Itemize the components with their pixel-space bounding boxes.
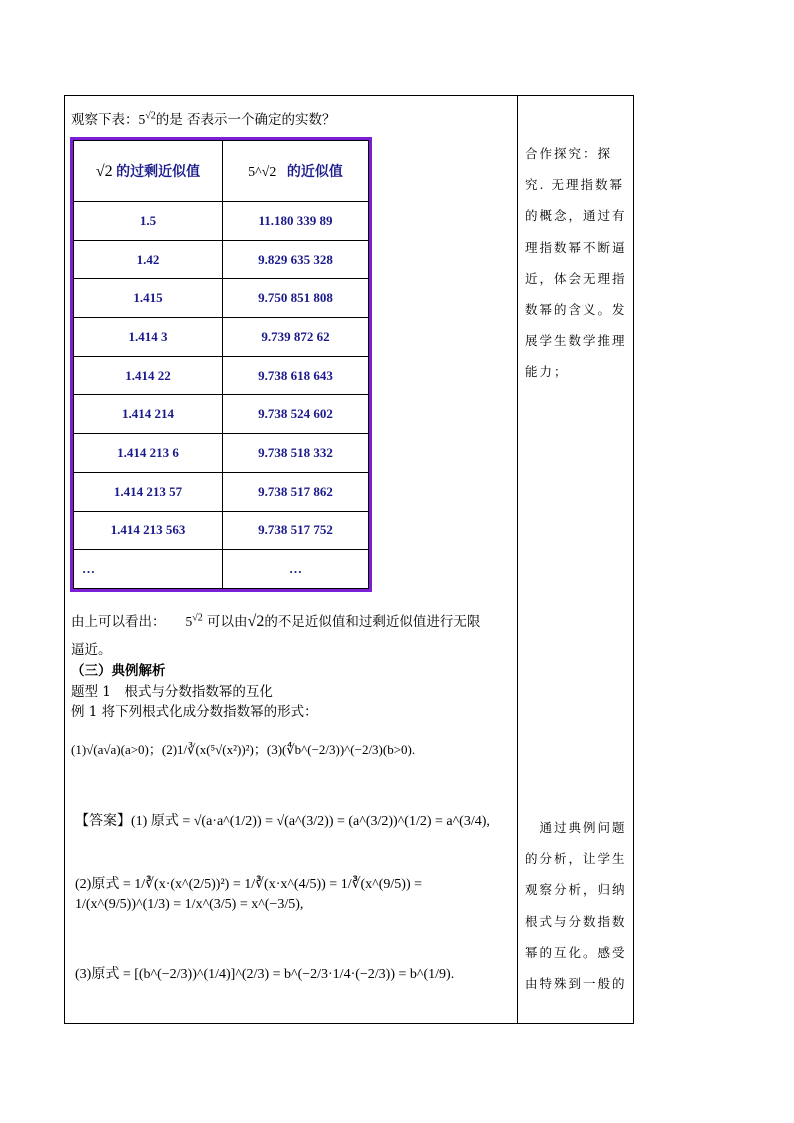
power-approx-cell: 11.180 339 89 bbox=[223, 202, 369, 241]
table-row bbox=[74, 202, 369, 241]
table-row bbox=[74, 318, 369, 357]
power-approx-cell: 9.738 618 643 bbox=[223, 356, 369, 395]
intro-b: 的是 否表示一个确定的实数？ bbox=[155, 112, 336, 128]
sqrt2-approx-cell: 1.5 bbox=[74, 202, 223, 241]
sidebar-note-exploration: 合作探究：探究. 无理指数幂的概念，通过有理指数幂不断逼近，体会无理指数幂的含义。发展学生数学推理能力； bbox=[525, 146, 627, 380]
power-approx-cell: 9.738 524 602 bbox=[223, 395, 369, 434]
sqrt2-approx-cell: 1.42 bbox=[74, 240, 223, 279]
exp: √2 bbox=[192, 612, 203, 624]
table-row bbox=[74, 511, 369, 550]
table-row bbox=[74, 240, 369, 279]
power-approx-cell: 9.750 851 808 bbox=[223, 279, 369, 318]
problem-expression: (1)√(a√a)(a>0)；(2)1/∛(x(⁵√(x²))²)；(3)(∜b^(−2/3))^(−2/3)(b>0). bbox=[71, 742, 416, 757]
sqrt2-approx-cell: 1.414 213 563 bbox=[74, 511, 223, 550]
answer-line-2: (2)原式 = 1/∛(x·(x^(2/5))²) = 1/∛(x·x^(4/5)) = 1/∛(x^(9/5)) = 1/(x^(9/5))^(1/3) = 1/x^(3/5) = x^(−3/5), bbox=[75, 877, 423, 912]
answer-1: (1) 原式 = √(a·a^(1/2)) = √(a^(3/2)) = (a^(3/2))^(1/2) = a^(3/4), bbox=[131, 814, 490, 829]
sqrt2-approx-cell: 1.414 213 57 bbox=[74, 472, 223, 511]
answer-label: 【答案】 bbox=[75, 814, 131, 829]
conclusion-a: 由上可以看出： bbox=[71, 614, 166, 630]
table-header-row bbox=[74, 141, 369, 202]
table-row bbox=[74, 434, 369, 473]
conclusion-c: 的不足近似值和过剩近似值进行无限 bbox=[264, 614, 481, 630]
sqrt2-math: √2 bbox=[247, 613, 265, 630]
type-line: 题型 1 根式与分数指数幂的互化 bbox=[71, 684, 273, 700]
table-row bbox=[74, 395, 369, 434]
table-row bbox=[74, 550, 369, 589]
power-approx-cell: … bbox=[223, 550, 369, 589]
sqrt2-approx-cell: 1.414 214 bbox=[74, 395, 223, 434]
conclusion-b: 可以由 bbox=[207, 614, 248, 630]
power-approx-cell: 9.738 517 752 bbox=[223, 511, 369, 550]
sqrt2-approx-cell: 1.414 3 bbox=[74, 318, 223, 357]
intro-text: 观察下表：$5^{√2}$的是 否表示一个确定的实数？ bbox=[71, 110, 336, 128]
power-approx-cell: 9.829 635 328 bbox=[223, 240, 369, 279]
sqrt2-approx-cell: 1.414 213 6 bbox=[74, 434, 223, 473]
conclusion-d: 逼近。 bbox=[71, 642, 112, 658]
sidebar-note-example: 通过典例问题的分析，让学生观察分析，归纳根式与分数指数幂的互化。感受由特殊到一般的 bbox=[525, 820, 627, 992]
conclusion-text: 由上可以看出： $5^{√2}$ 可以由√2的不足近似值和过剩近似值进行无限 bbox=[71, 612, 481, 630]
sqrt2-approx-cell: 1.415 bbox=[74, 279, 223, 318]
answer-line-3: (3)原式 = [(b^(−2/3))^(1/4)]^(2/3) = b^(−2/3·1/4·(−2/3)) = b^(1/9). bbox=[75, 967, 455, 982]
header-label: 的近似值 bbox=[286, 165, 343, 180]
exp: √2 bbox=[145, 110, 156, 122]
table-row bbox=[74, 356, 369, 395]
approximation-table bbox=[70, 137, 372, 592]
header-label: 的过剩近似值 bbox=[116, 165, 201, 180]
power-approx-cell: 9.738 518 332 bbox=[223, 434, 369, 473]
header-cell bbox=[74, 141, 223, 202]
table-row bbox=[74, 279, 369, 318]
section-title: （三）典例解析 bbox=[71, 663, 166, 679]
answer-line-1 bbox=[75, 812, 513, 832]
example-line: 例 1 将下列根式化成分数指数幂的形式： bbox=[71, 704, 318, 720]
power-math: 5^√2 bbox=[248, 165, 277, 180]
header-cell bbox=[223, 141, 369, 202]
intro-a: 观察下表： bbox=[71, 112, 139, 128]
table-row bbox=[74, 472, 369, 511]
power-approx-cell: 9.738 517 862 bbox=[223, 472, 369, 511]
sqrt2-approx-cell: … bbox=[74, 550, 223, 589]
sqrt2-math: √2 bbox=[95, 163, 113, 180]
column-divider bbox=[517, 95, 518, 1023]
power-approx-cell: 9.739 872 62 bbox=[223, 318, 369, 357]
sqrt2-approx-cell: 1.414 22 bbox=[74, 356, 223, 395]
